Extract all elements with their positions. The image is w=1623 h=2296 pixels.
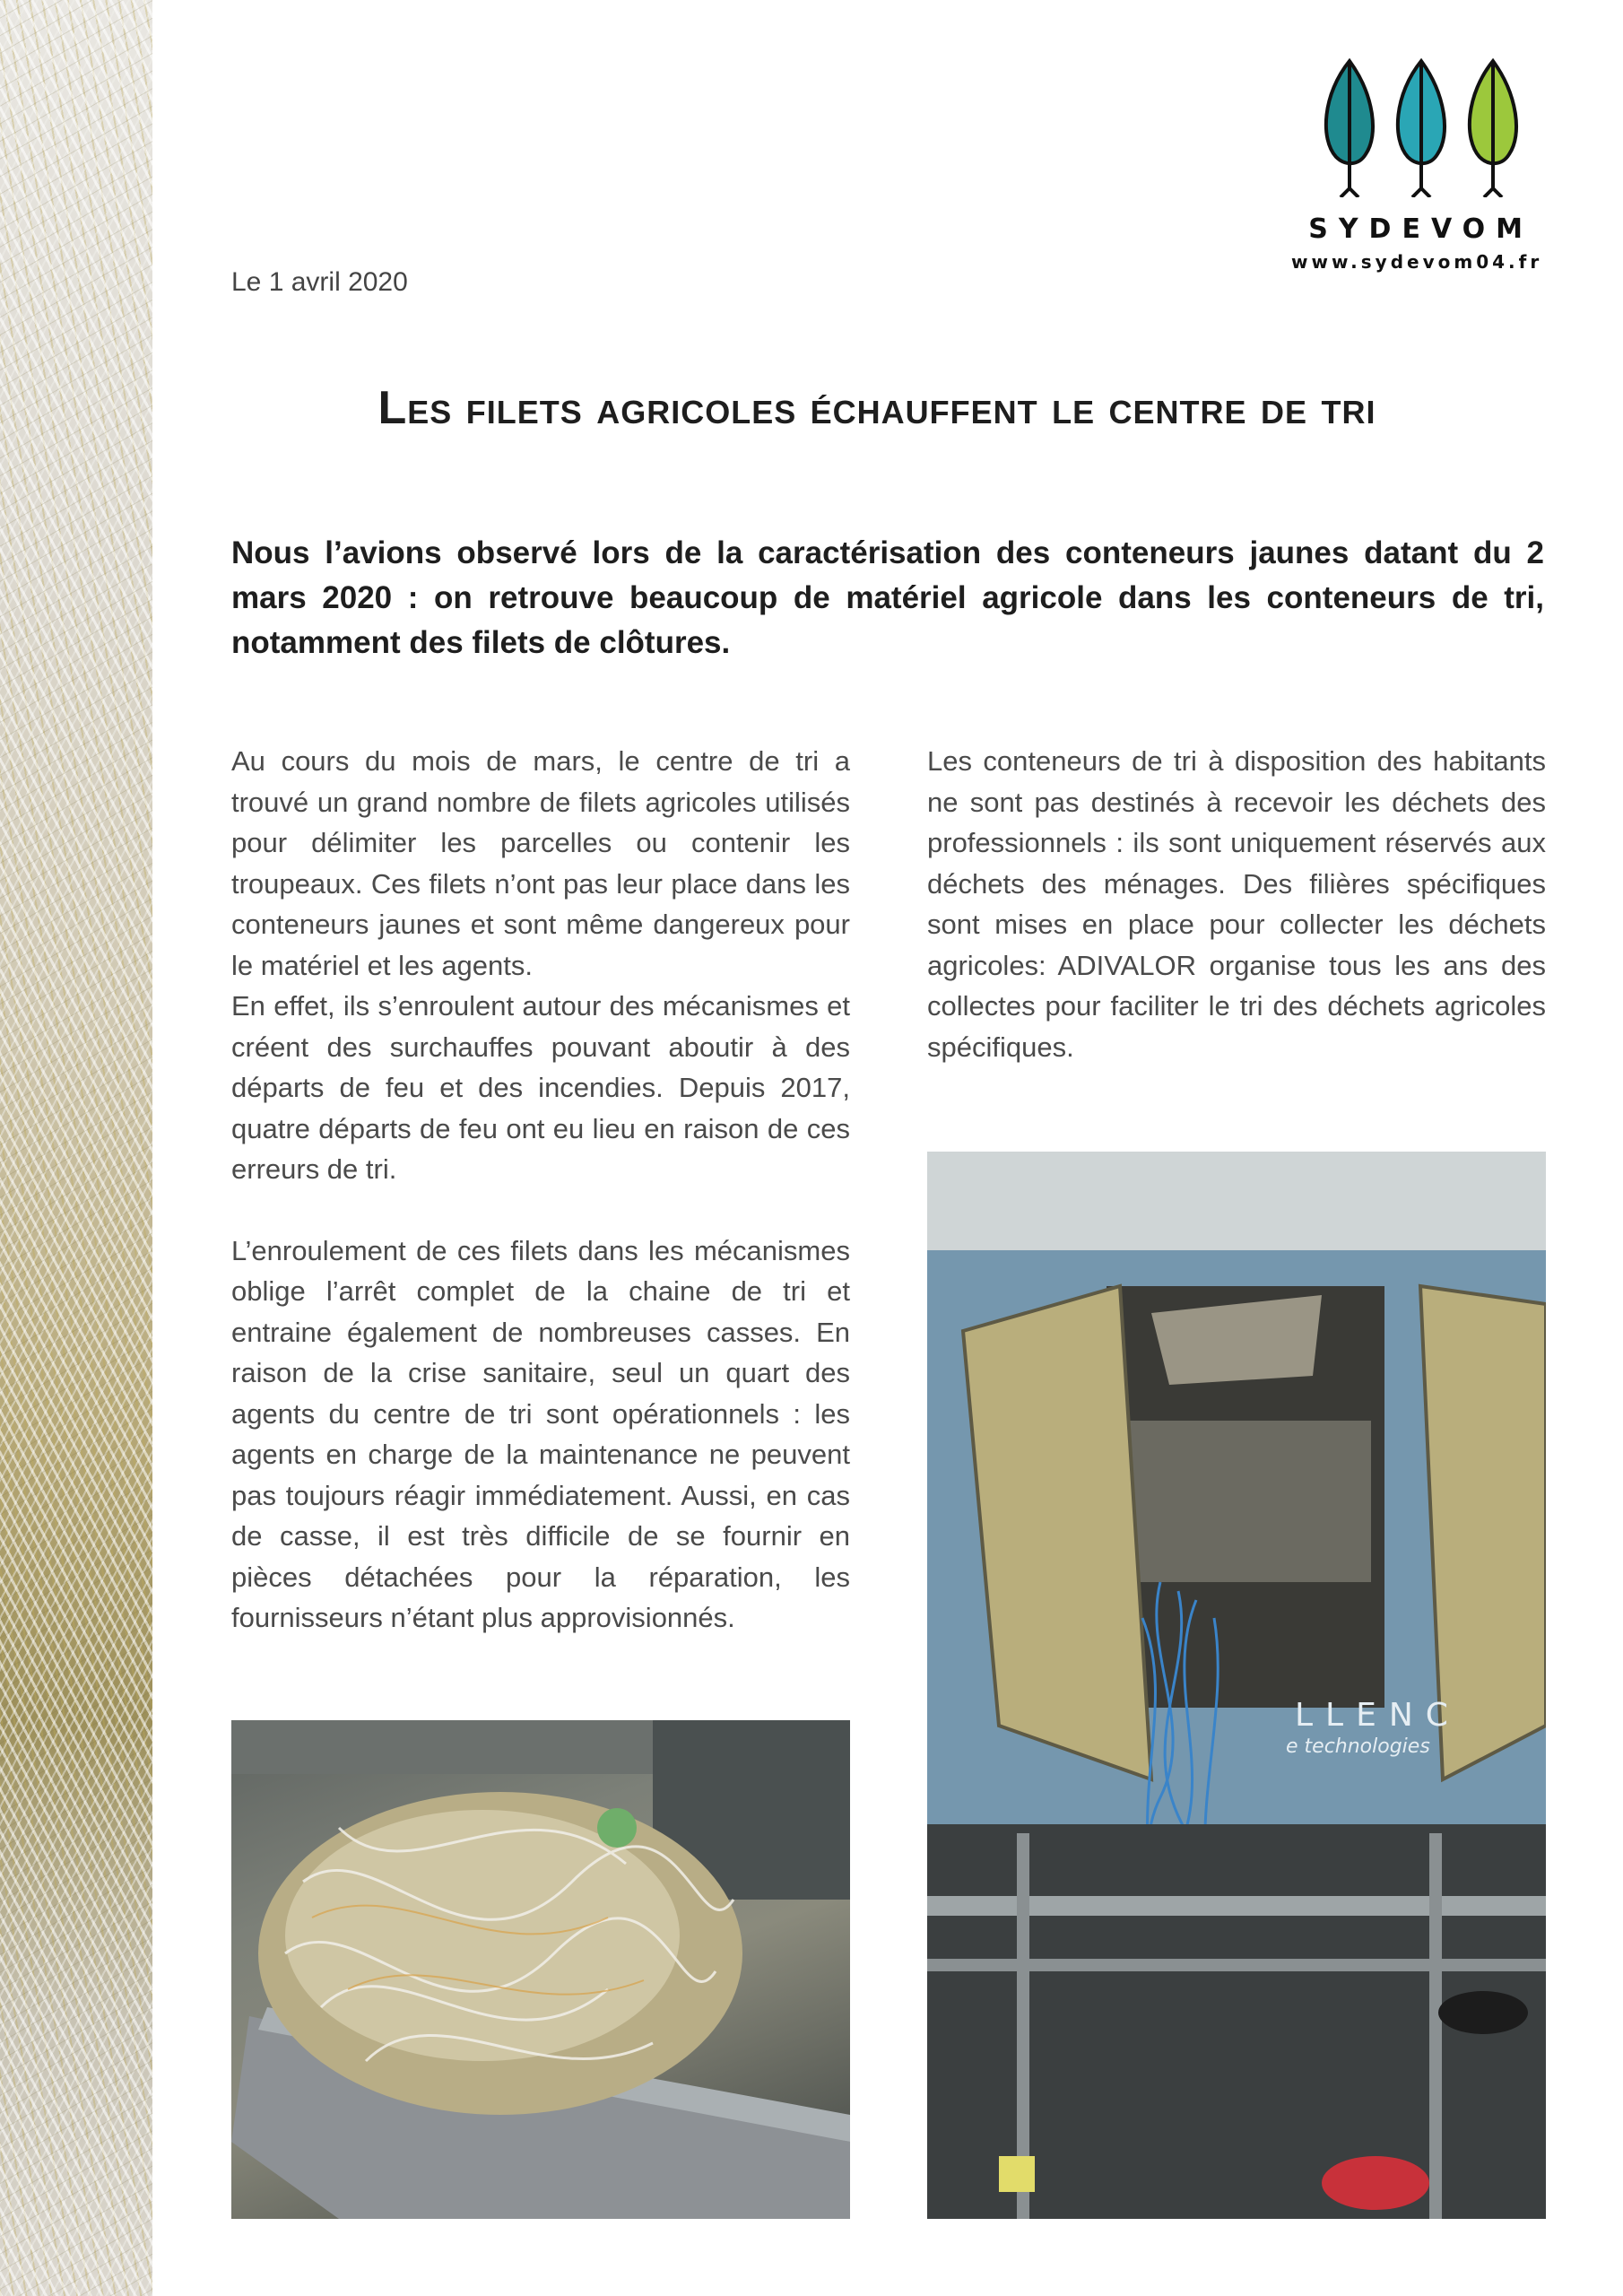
left-paragraph-1: Au cours du mois de mars, le centre de tri a trouvé un grand nombre de filets agricoles utilisés pour délimiter les parcelles ou contenir les troupeaux. Ces filets n’ont pas leur place dans les conteneurs jaunes et sont même dangereux pour le matériel et les agents. [231,745,850,981]
leaves-logo-graphic [1309,54,1533,197]
right-paragraph-1: Les conteneurs de tri à disposition des habitants ne sont pas destinés à recevoir les déchets des professionnels : ils sont uniquement réservés aux déchets des ménages. Des filières spécifiques sont mises en place pour collecter les déchets agricoles: ADIVALOR organise tous les ans des collectes pour faciliter le tri des déchets agricoles spécifiques. [927,745,1546,1063]
decorative-straw-strip [0,0,152,2296]
logo-name: SYDEVOM [1308,213,1533,245]
sydevom-logo [1291,54,1542,278]
machine-tagline-text: e technologies [1286,1735,1430,1758]
sorting-machine-illustration [927,1152,1546,2219]
nets-conveyor-illustration [231,1720,850,2219]
right-column [927,741,1546,1067]
page-title: Les filets agricoles échauffent le centre de tri [378,382,1376,434]
logo-url: www.sydevom04.fr [1291,251,1543,273]
machine-brand-text: LLENC [1295,1697,1461,1734]
photo-nets-on-conveyor [231,1720,850,2219]
left-column [231,741,850,1639]
publication-date: Le 1 avril 2020 [231,267,408,297]
left-paragraph-3: L’enroulement de ces filets dans les mécanismes oblige l’arrêt complet de la chaine de tri et entraine également de nombreuses casses. En raison de la crise sanitaire, seul un quart des agents du centre de tri sont opérationnels : les agents en charge de la maintenance ne peuvent pas toujours réagir immédiatement. Aussi, en cas de casse, il est très difficile de se fournir en pièces détachées pour la réparation, les fournisseurs n’étant plus approvisionnés. [231,1234,850,1633]
photo-sorting-machine-nets [927,1152,1546,2219]
lead-paragraph: Nous l’avions observé lors de la caractérisation des conteneurs jaunes datant du 2 mars 2020 : on retrouve beaucoup de matériel agricole dans les conteneurs de tri, notamment des filets de clôtures. [231,535,1544,660]
left-paragraph-2: En effet, ils s’enroulent autour des mécanismes et créent des surchauffes pouvant aboutir à des départs de feu et des incendies. Depuis 2017, quatre départs de feu ont eu lieu en raison de ces erreurs de tri. [231,990,850,1185]
